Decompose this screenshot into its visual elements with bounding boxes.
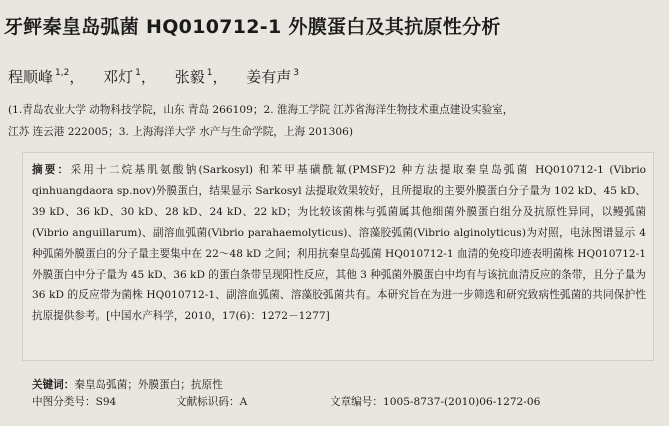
affiliation-line-2: 江苏 连云港 222005；3. 上海海洋大学 水产与生命学院，上海 201306) — [8, 126, 354, 138]
abstract-text: 采用十二烷基肌氨酸钠(Sarkosyl) 和苯甲基磺酰氟(PMSF)2 种方法提取秦皇岛弧菌 HQ010712-1 (Vibrio qinhuangdaora sp.nov)外膜蛋白，结果显示 Sarkosyl 法提取效果较好，且所提取的主要外膜蛋白分子量为 102 kD、45 kD、39 kD、36 kD、30 kD、28 kD、24 kD、22 kD；为比较该菌株与弧菌属其他细菌外膜蛋白组分及抗原性异同，以鳗弧菌(Vibrio anguillarum)、副溶血弧菌(Vibrio parahaemolyticus)、溶藻胶弧菌(Vibrio alginolyticus)为对照，电泳图谱显示 4 种弧菌外膜蛋白的分子量主要集中在 22～48 kD 之间；利用抗秦皇岛弧菌 HQ010712-1 血清的免疫印迹表明菌株 HQ010712-1 外膜蛋白中分子量为 45 kD、36 kD 的蛋白条带呈现阳性反应，其他 3 种弧菌外膜蛋白中均有与该抗血清反应的条带，且分子量为 36 kD 的反应带为菌株 HQ010712-1、副溶血弧菌、溶藻胶弧菌共有。本研究旨在为进一步筛选和研究致病性弧菌的共同保护性抗原提供参考。[中国水产科学，2010，17(6)：1272－1277] — [32, 164, 646, 323]
author: 程顺峰 $^{1,2}$， — [8, 68, 85, 86]
paper-title: 牙鲆秦皇岛弧菌 HQ010712-1 外膜蛋白及其抗原性分析 — [4, 16, 501, 38]
author-affiliation-mark: 1 — [135, 68, 141, 78]
keywords — [32, 377, 223, 392]
clc-value: S94 — [95, 396, 117, 408]
author-affiliation-mark: 3 — [293, 68, 299, 78]
author-name: 邓灯 — [103, 68, 134, 86]
author: 张毅 $^1$， — [174, 68, 228, 86]
abstract-label: 摘要： — [32, 164, 71, 176]
document-code — [176, 394, 247, 409]
document-code-label: 文献标识码： — [176, 396, 240, 408]
keywords-label: 关键词： — [32, 379, 75, 391]
clc-number — [32, 394, 116, 409]
abstract — [32, 160, 646, 327]
author-affiliation-mark: 1 — [206, 68, 213, 78]
keywords-text: 秦皇岛弧菌；外膜蛋白；抗原性 — [74, 379, 223, 391]
author-name: 程顺峰 — [8, 68, 54, 86]
author: 邓灯 $^1$， — [103, 68, 156, 86]
article-number — [330, 394, 540, 409]
document-code-value: A — [239, 396, 248, 408]
author-name: 张毅 — [174, 68, 205, 86]
article-number-label: 文章编号： — [330, 396, 383, 408]
author-affiliation-mark: 1,2 — [55, 68, 70, 78]
clc-label: 中图分类号： — [32, 396, 96, 408]
author-list — [8, 66, 313, 87]
article-number-value: 1005-8737-(2010)06-1272-06 — [382, 396, 541, 408]
affiliation-line-1: (1.青岛农业大学 动物科技学院，山东 青岛 266109；2. 淮海工学院 江苏省海洋生物技术重点建设实验室， — [8, 104, 514, 116]
author-name: 姜有声 — [246, 68, 292, 86]
author — [246, 68, 299, 86]
